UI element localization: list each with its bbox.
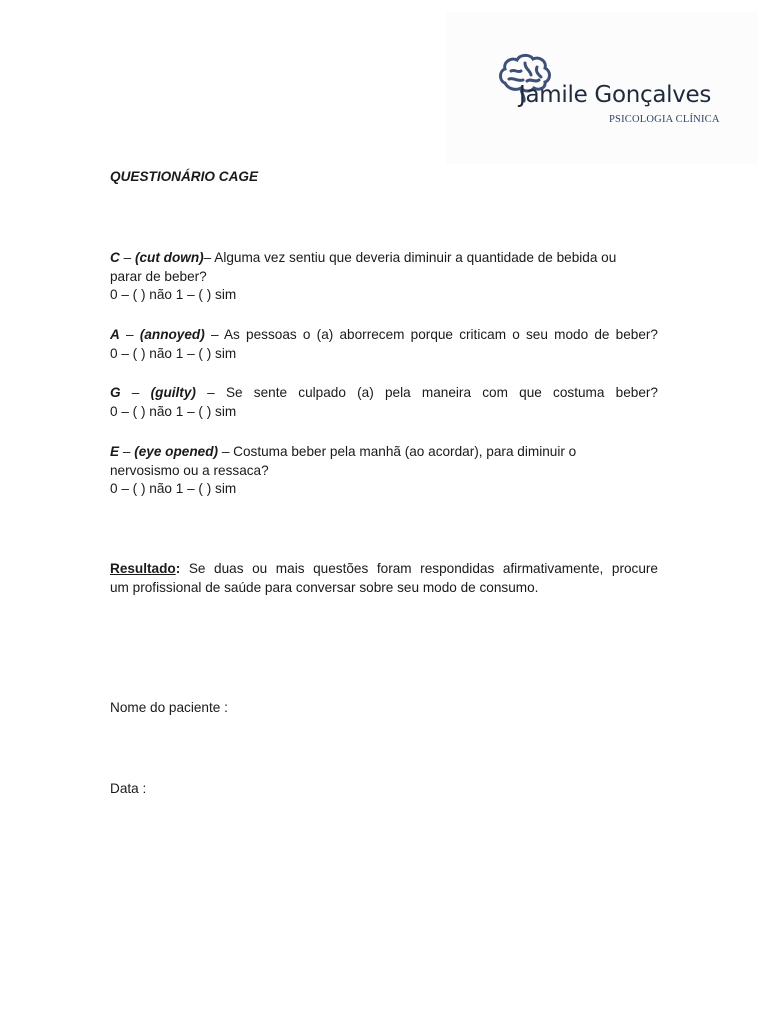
question-dash: – <box>120 385 151 400</box>
question-letter: C <box>110 250 120 265</box>
question-dash: – <box>119 444 135 459</box>
question-text: – Alguma vez sentiu que deveria diminuir a quantidade de bebida ou <box>203 250 617 265</box>
date-label: Data : <box>110 781 147 796</box>
result-paragraph <box>110 560 658 597</box>
result-colon: : <box>175 561 181 576</box>
question-text-continued: parar de beber? <box>110 268 207 284</box>
page-title: QUESTIONÁRIO CAGE <box>110 169 259 184</box>
question-letter: A <box>110 327 120 342</box>
patient-name-label: Nome do paciente : <box>110 700 228 715</box>
question-dash: – <box>119 327 140 342</box>
question-term: (annoyed) <box>139 327 205 342</box>
question-c <box>110 249 658 305</box>
question-text: – As pessoas o (a) aborrecem porque criticam o seu modo de beber? <box>204 327 658 342</box>
question-e <box>110 443 658 499</box>
question-text: – Se sente culpado (a) pela maneira com que costuma beber? <box>195 385 658 400</box>
question-options: 0 – ( ) não 1 – ( ) sim <box>110 481 237 496</box>
question-letter: E <box>110 444 120 459</box>
logo-subtitle: PSICOLOGIA CLÍNICA <box>609 114 720 125</box>
question-letter: G <box>110 385 121 400</box>
question-dash: – <box>119 250 135 265</box>
question-term: (eye opened) <box>134 444 219 459</box>
question-options: 0 – ( ) não 1 – ( ) sim <box>110 287 237 302</box>
question-text-continued: nervosismo ou a ressaca? <box>110 462 269 478</box>
question-options: 0 – ( ) não 1 – ( ) sim <box>110 345 237 361</box>
result-text: Se duas ou mais questões foram respondidas afirmativamente, procure <box>180 561 658 576</box>
result-text-continued: um profissional de saúde para conversar sobre seu modo de consumo. <box>110 579 539 595</box>
question-a <box>110 326 658 363</box>
question-options: 0 – ( ) não 1 – ( ) sim <box>110 403 237 419</box>
result-label: Resultado <box>110 561 176 576</box>
question-text: – Costuma beber pela manhã (ao acordar), para diminuir o <box>218 444 577 459</box>
logo-name: Jamile Gonçalves <box>519 82 712 108</box>
question-term: (guilty) <box>150 385 196 400</box>
question-term: (cut down) <box>134 250 204 265</box>
question-g <box>110 384 658 421</box>
